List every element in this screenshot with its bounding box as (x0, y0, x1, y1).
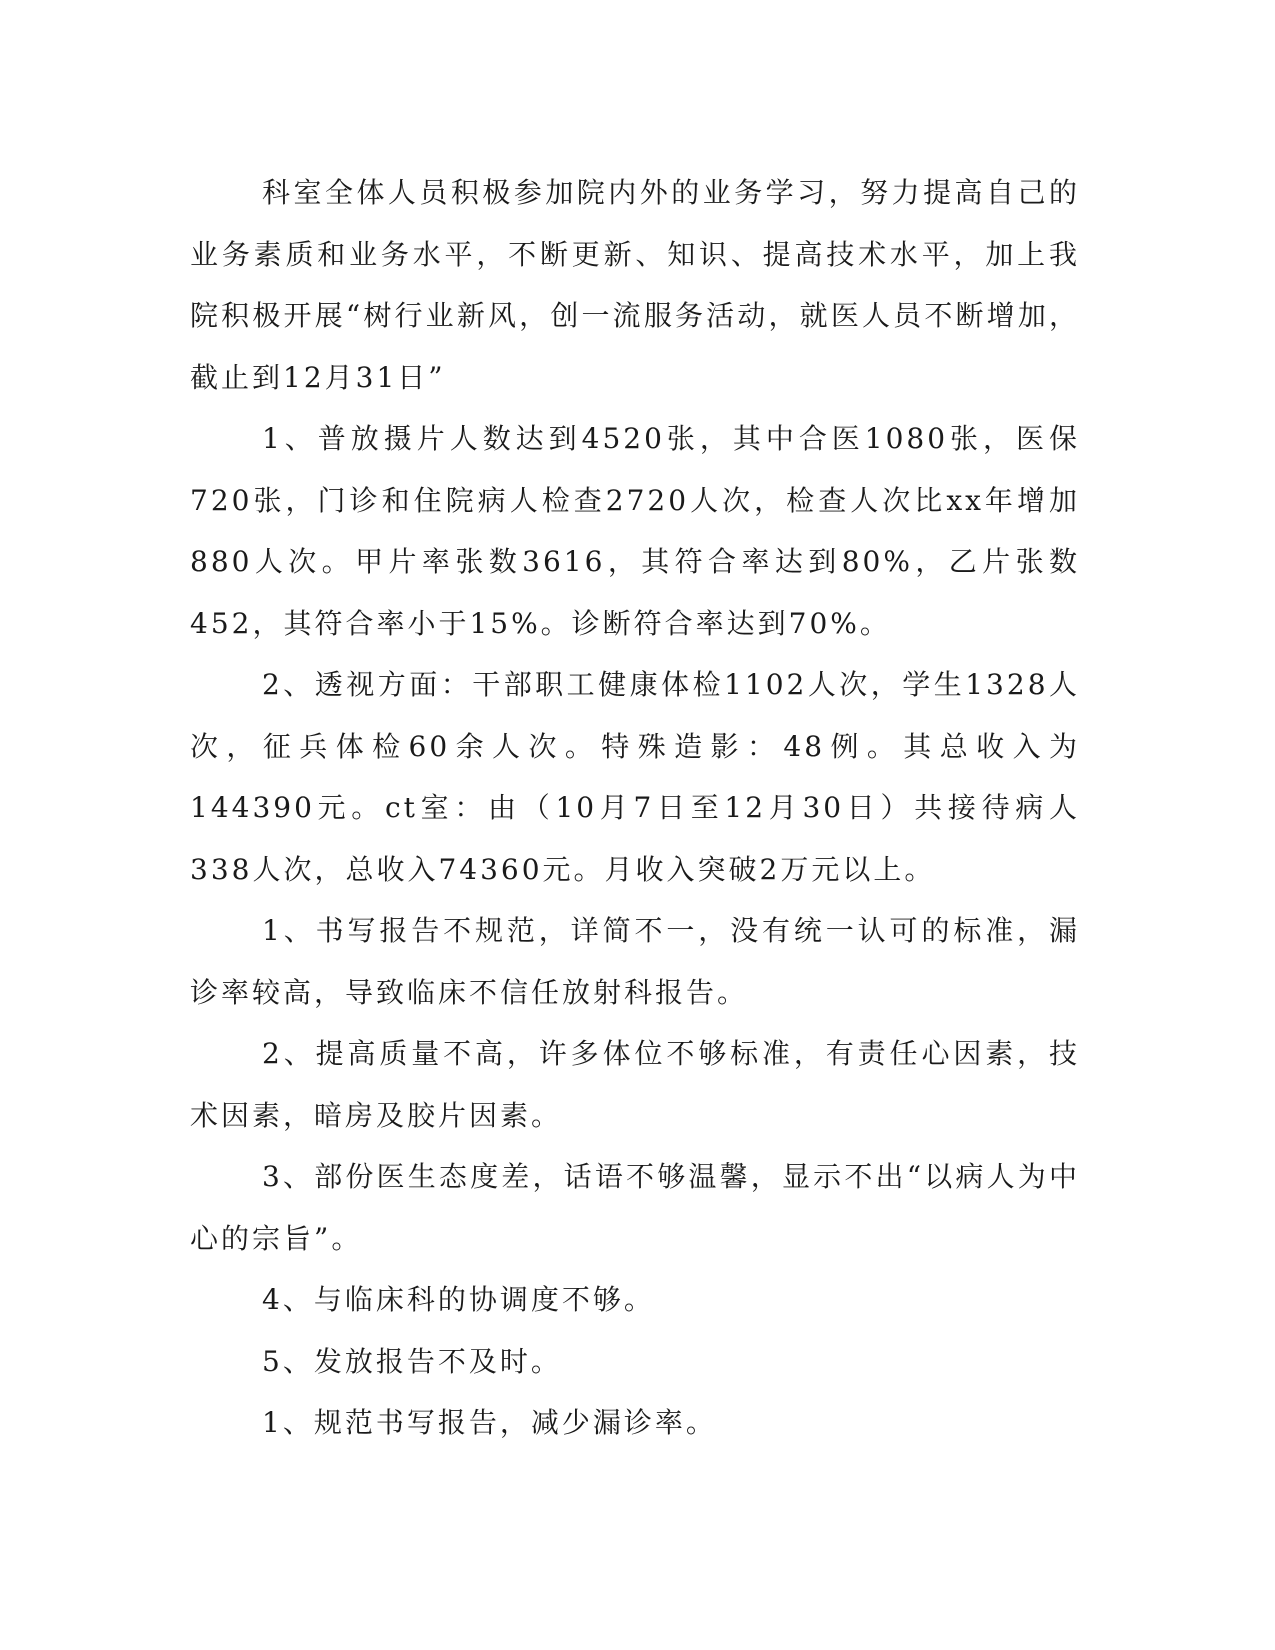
paragraph-xray-stats: 1、普放摄片人数达到4520张，其中合医1080张，医保720张，门诊和住院病人检查2720人次，检查人次比xx年增加880人次。甲片率张数3616，其符合率达到80%，乙片张数452，其符合率小于15%。诊断符合率达到70%。 (190, 422, 1080, 640)
paragraph-issue-3: 3、部份医生态度差，话语不够温馨，显示不出“以病人为中心的宗旨”。 (190, 1160, 1080, 1255)
paragraph-issue-5: 5、发放报告不及时。 (262, 1344, 562, 1378)
paragraph-issue-2: 2、提高质量不高，许多体位不够标准，有责任心因素，技术因素，暗房及胶片因素。 (190, 1037, 1080, 1132)
paragraph-issue-1: 1、书写报告不规范，详简不一，没有统一认可的标准，漏诊率较高，导致临床不信任放射科报告。 (190, 914, 1080, 1009)
paragraph-intro: 科室全体人员积极参加院内外的业务学习，努力提高自己的业务素质和业务水平，不断更新、知识、提高技术水平，加上我院积极开展“树行业新风，创一流服务活动，就医人员不断增加，截止到12月31日” (190, 176, 1080, 394)
paragraph-fluoroscopy-stats: 2、透视方面：干部职工健康体检1102人次，学生1328人次，征兵体检60余人次。特殊造影：48例。其总收入为144390元。ct室：由（10月7日至12月30日）共接待病人338人次，总收入74360元。月收入突破2万元以上。 (190, 668, 1080, 886)
paragraph-issue-4: 4、与临床科的协调度不够。 (262, 1283, 655, 1316)
paragraph-measure-1: 1、规范书写报告，减少漏诊率。 (262, 1406, 717, 1439)
document-body (190, 162, 1080, 1454)
